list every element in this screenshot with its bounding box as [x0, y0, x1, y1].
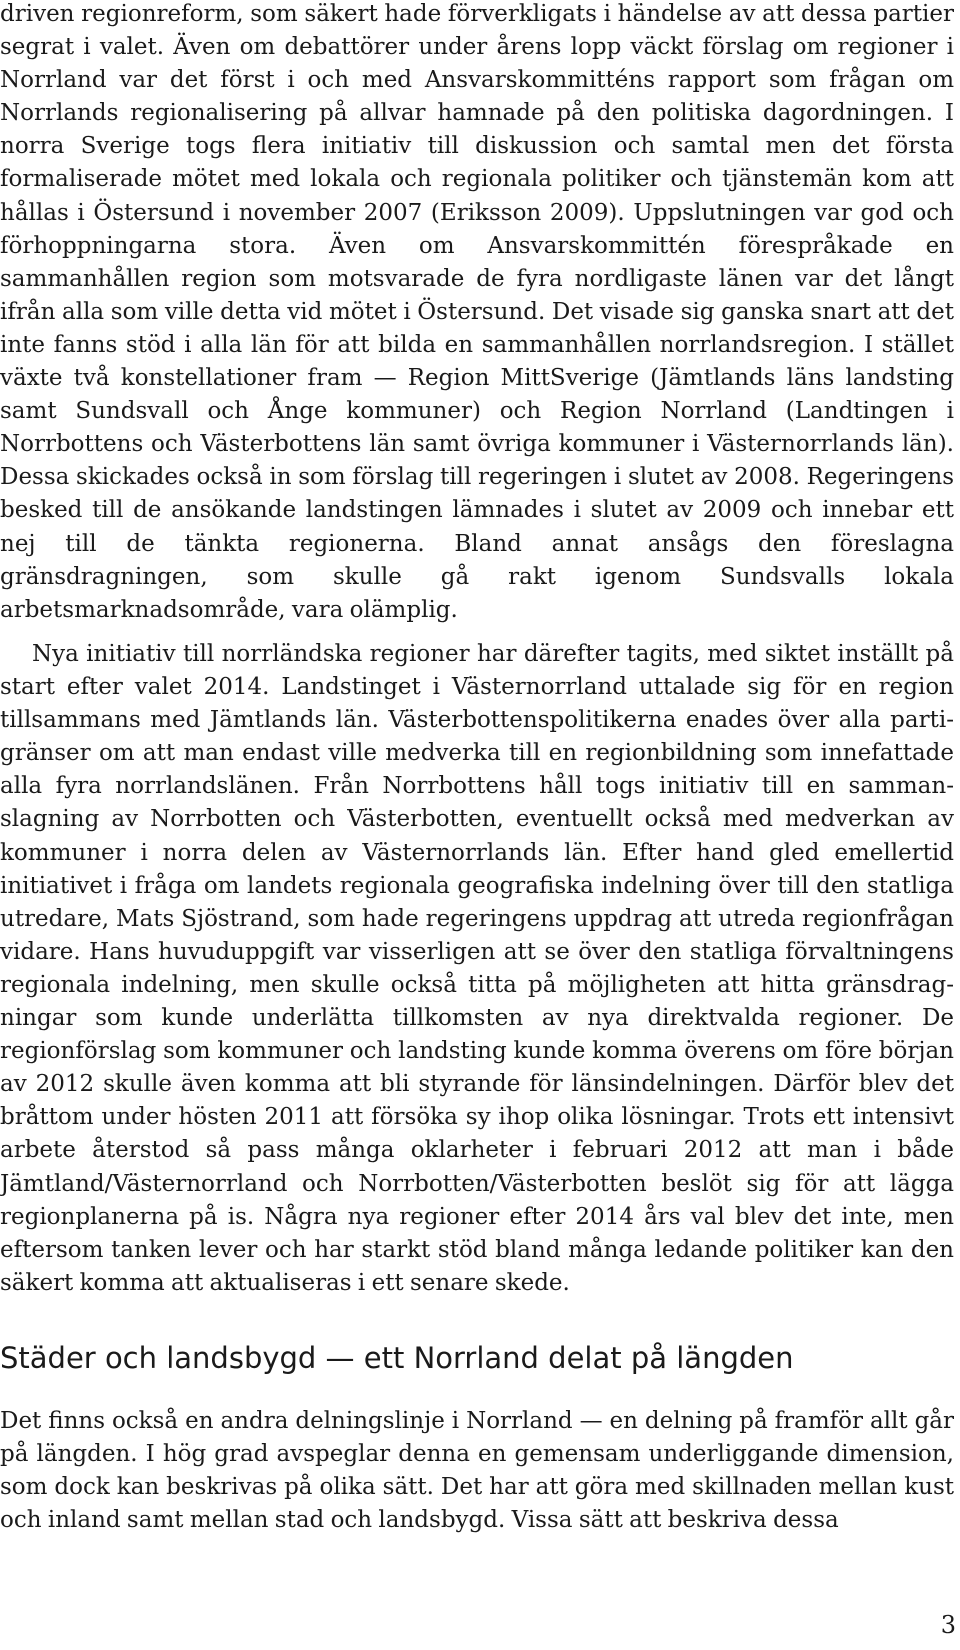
section-heading: Städer och landsbygd — ett Norrland delat på längden: [0, 1341, 794, 1375]
body-paragraph: Det finns också en andra delningslinje i Norrland — en delning på framför allt går på längden. I hög grad avspeglar denna en gemensam underliggande dimension, som dock kan beskrivas på olika sätt. Det har att göra med skillnaden mellan kust och inland samt mellan stad och landsbygd. Vissa sätt att beskriva dessa: [0, 1408, 954, 1534]
body-paragraph: Nya initiativ till norrländska regioner har därefter tagits, med siktet inställt på start efter valet 2014. Landstinget i Västernorrland uttalade sig för en region tillsammans med Jämtlands län. Västerbottenspolitikerna enades över alla partigränser om att man endast ville medverka till en regionbildning som innefattade alla fyra norrlandslänen. Från Norrbottens håll togs initiativ till en sammanslagning av Norrbotten och Västerbotten, eventuellt också med medverkan av kommuner i norra delen av Västernorrlands län. Efter hand gled emellertid initiativet i fråga om landets regionala geografiska indelning över till den statliga utredare, Mats Sjöstrand, som hade regeringens uppdrag att utreda regionfrågan vidare. Hans huvuduppgift var visserligen att se över den statliga förvaltningens regionala indelning, men skulle också titta på möjligheten att hitta gränsdragningar som kunde underlätta tillkomsten av nya direktvalda regioner. De regionförslag som kommuner och landsting kunde komma överens om före början av 2012 skulle även komma att bli styrande för länsindelningen. Därför blev det bråttom under hösten 2011 att försöka sy ihop olika lösningar. Trots ett intensivt arbete återstod så pass många oklarheter i februari 2012 att man i både Jämtland/Västernorrland och Norrbotten/Västerbotten beslöt sig för att lägga regionplanerna på is. Några nya regioner efter 2014 års val blev det inte, men eftersom tanken lever och har starkt stöd bland många ledande politiker kan den säkert komma att aktualiseras i ett senare skede.: [0, 641, 954, 1296]
page-number: 3: [940, 1611, 956, 1639]
body-paragraph: driven regionreform, som säkert hade förverkligats i händelse av att dessa partier segrat i valet. Även om debattörer under årens lopp väckt förslag om regioner i Norrland var det först i och med Ansvarskommitténs rapport som frågan om Norrlands regionalisering på allvar hamnade på den politiska dagordningen. I norra Sverige togs flera initiativ till diskussion och samtal men det första formaliserade mötet med lokala och regionala politiker och tjänstemän kom att hållas i Östersund i november 2007 (Eriksson 2009). Uppslutningen var god och förhoppningarna stora. Även om Ansvarskommittén förespråkade en sammanhållen region som motsvarade de fyra nordligaste länen var det långt ifrån alla som ville detta vid mötet i Östersund. Det visade sig ganska snart att det inte fanns stöd i alla län för att bilda en sammanhållen norrlandsregion. I stället växte två konstellationer fram — Region MittSverige (Jämtlands läns landsting samt Sundsvall och Ånge kommuner) och Region Norrland (Landtingen i Norrbottens och Västerbottens län samt övriga kommuner i Västernorrlands län). Dessa skickades också in som förslag till regeringen i slutet av 2008. Regeringens besked till de ansökande landstingen lämnades i slutet av 2009 och innebar ett nej till de tänkta regionerna. Bland annat ansågs den föreslagna gränsdragningen, som skulle gå rakt igenom Sundsvalls lokala arbetsmarknadsområde, vara olämplig.: [0, 1, 954, 623]
